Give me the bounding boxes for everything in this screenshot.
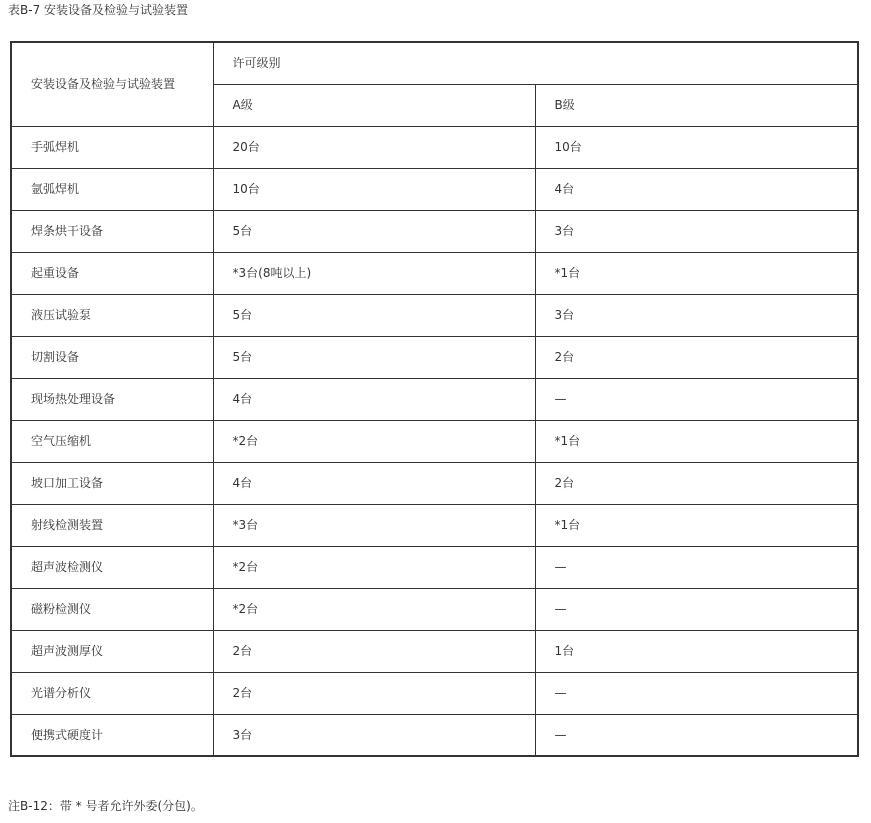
- equipment-name-cell: 切割设备: [11, 336, 213, 378]
- b-level-count-cell: 10台: [535, 126, 858, 168]
- equipment-name-cell: 射线检测装置: [11, 504, 213, 546]
- table-row: [11, 714, 858, 756]
- table-row: [11, 546, 858, 588]
- equipment-name-cell: 空气压缩机: [11, 420, 213, 462]
- table-row: [11, 672, 858, 714]
- header-b-level-cell: B级: [535, 84, 858, 126]
- table-row: [11, 504, 858, 546]
- table-row: [11, 630, 858, 672]
- equipment-name-cell: 超声波测厚仪: [11, 630, 213, 672]
- b-level-count-cell: 1台: [535, 630, 858, 672]
- b-level-count-cell: *1台: [535, 252, 858, 294]
- header-row: [11, 42, 858, 84]
- a-level-count-cell: *2台: [213, 588, 535, 630]
- equipment-name-cell: 现场热处理设备: [11, 378, 213, 420]
- table-row: [11, 126, 858, 168]
- b-level-count-cell: 2台: [535, 462, 858, 504]
- a-level-count-cell: 5台: [213, 294, 535, 336]
- equipment-name-cell: 磁粉检测仪: [11, 588, 213, 630]
- a-level-count-cell: 10台: [213, 168, 535, 210]
- a-level-count-cell: 4台: [213, 462, 535, 504]
- table-body: [11, 42, 858, 756]
- a-level-count-cell: 5台: [213, 336, 535, 378]
- equipment-name-cell: 光谱分析仪: [11, 672, 213, 714]
- a-level-count-cell: 2台: [213, 672, 535, 714]
- a-level-count-cell: 2台: [213, 630, 535, 672]
- header-a-level-cell: A级: [213, 84, 535, 126]
- table-row: [11, 168, 858, 210]
- b-level-count-cell: 2台: [535, 336, 858, 378]
- equipment-name-cell: 焊条烘干设备: [11, 210, 213, 252]
- equipment-name-cell: 超声波检测仪: [11, 546, 213, 588]
- a-level-count-cell: 5台: [213, 210, 535, 252]
- table-row: [11, 210, 858, 252]
- header-equipment-cell: 安装设备及检验与试验装置: [11, 42, 213, 126]
- table-row: [11, 294, 858, 336]
- b-level-count-cell: 3台: [535, 210, 858, 252]
- b-level-count-cell: *1台: [535, 420, 858, 462]
- a-level-count-cell: 3台: [213, 714, 535, 756]
- a-level-count-cell: 4台: [213, 378, 535, 420]
- b-level-count-cell: —: [535, 672, 858, 714]
- header-license-level-cell: 许可级别: [213, 42, 858, 84]
- table-row: [11, 252, 858, 294]
- table-row: [11, 420, 858, 462]
- a-level-count-cell: 20台: [213, 126, 535, 168]
- table-row: [11, 462, 858, 504]
- equipment-name-cell: 液压试验泵: [11, 294, 213, 336]
- equipment-name-cell: 坡口加工设备: [11, 462, 213, 504]
- a-level-count-cell: *3台: [213, 504, 535, 546]
- b-level-count-cell: —: [535, 546, 858, 588]
- equipment-name-cell: 起重设备: [11, 252, 213, 294]
- b-level-count-cell: 3台: [535, 294, 858, 336]
- b-level-count-cell: —: [535, 378, 858, 420]
- table-caption: 表B-7 安装设备及检验与试验装置: [8, 3, 189, 17]
- a-level-count-cell: *3台(8吨以上): [213, 252, 535, 294]
- table-row: [11, 588, 858, 630]
- equipment-name-cell: 便携式硬度计: [11, 714, 213, 756]
- equipment-name-cell: 氩弧焊机: [11, 168, 213, 210]
- b-level-count-cell: 4台: [535, 168, 858, 210]
- table-row: [11, 378, 858, 420]
- table-row: [11, 336, 858, 378]
- b-level-count-cell: *1台: [535, 504, 858, 546]
- a-level-count-cell: *2台: [213, 546, 535, 588]
- equipment-table: [10, 41, 859, 757]
- equipment-name-cell: 手弧焊机: [11, 126, 213, 168]
- footnote: 注B-12：带 * 号者允许外委(分包)。: [8, 799, 203, 813]
- a-level-count-cell: *2台: [213, 420, 535, 462]
- b-level-count-cell: —: [535, 588, 858, 630]
- b-level-count-cell: —: [535, 714, 858, 756]
